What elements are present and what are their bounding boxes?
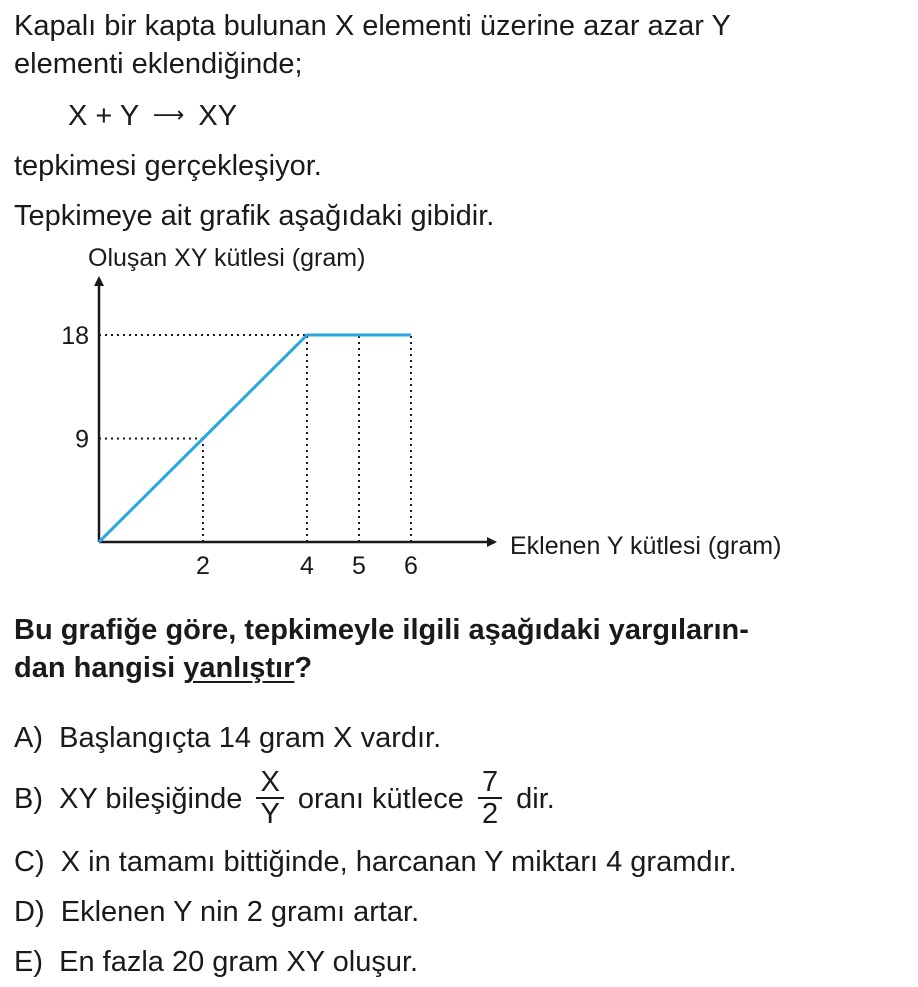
option-b-text-middle: oranı kütlece [297, 783, 464, 815]
x-tick-label-4: 4 [300, 552, 314, 580]
intro-line-2: elementi eklendiğinde; [14, 48, 303, 80]
x-axis-label: Eklenen Y kütlesi (gram) [510, 532, 782, 560]
y-axis-label: Oluşan XY kütlesi (gram) [88, 244, 366, 272]
option-d-label: D) [14, 896, 45, 928]
reaction-reactants: X + Y [68, 100, 139, 132]
x-tick-label-2: 2 [196, 552, 210, 580]
option-b[interactable] [14, 766, 555, 832]
fraction-2-denominator: 2 [481, 798, 499, 831]
option-d[interactable] [14, 894, 419, 930]
option-c[interactable] [14, 844, 737, 880]
option-e-text: En fazla 20 gram XY oluşur. [59, 946, 419, 978]
reaction-arrow-icon: ⟶ [152, 102, 185, 127]
option-d-text: Eklenen Y nin 2 gramı artar. [60, 896, 420, 928]
prompt-line-2-start: dan hangisi [14, 652, 184, 684]
fraction-y-denominator: Y [260, 798, 280, 831]
option-c-label: C) [14, 846, 45, 878]
x-tick-label-5: 5 [352, 552, 366, 580]
fraction-x-numerator: X [256, 767, 283, 799]
option-a-text: Başlangıçta 14 gram X vardır. [59, 722, 442, 754]
option-e-label: E) [14, 946, 43, 978]
intro-line-1: Kapalı bir kapta bulunan X elementi üzerine azar azar Y [14, 10, 731, 42]
fraction-7-numerator: 7 [478, 767, 502, 799]
reaction-equation [68, 98, 237, 136]
fraction-x-over-y [256, 767, 283, 829]
option-b-label: B) [14, 783, 43, 815]
option-b-text-end: dir. [516, 783, 555, 815]
series-line-xy [99, 335, 411, 542]
option-b-text-start: XY bileşiğinde [59, 783, 243, 815]
prompt-question-mark: ? [294, 652, 313, 684]
option-a[interactable] [14, 720, 441, 756]
fraction-7-over-2 [478, 767, 502, 829]
intro-line-4: Tepkimeye ait grafik aşağıdaki gibidir. [14, 200, 495, 232]
option-a-label: A) [14, 722, 43, 754]
option-c-text: X in tamamı bittiğinde, harcanan Y miktarı 4 gramdır. [60, 846, 737, 878]
y-tick-label-18: 18 [61, 322, 89, 350]
prompt-line-2 [14, 650, 312, 686]
y-tick-label-9: 9 [75, 425, 89, 454]
option-e[interactable] [14, 944, 418, 980]
reaction-chart [0, 236, 918, 586]
reaction-product: XY [198, 100, 238, 132]
x-tick-label-6: 6 [404, 552, 418, 580]
prompt-keyword: yanlıştır [183, 652, 295, 684]
prompt-line-1: Bu grafiğe göre, tepkimeyle ilgili aşağıdaki yargıların- [14, 614, 749, 646]
intro-line-3: tepkimesi gerçekleşiyor. [14, 150, 322, 182]
